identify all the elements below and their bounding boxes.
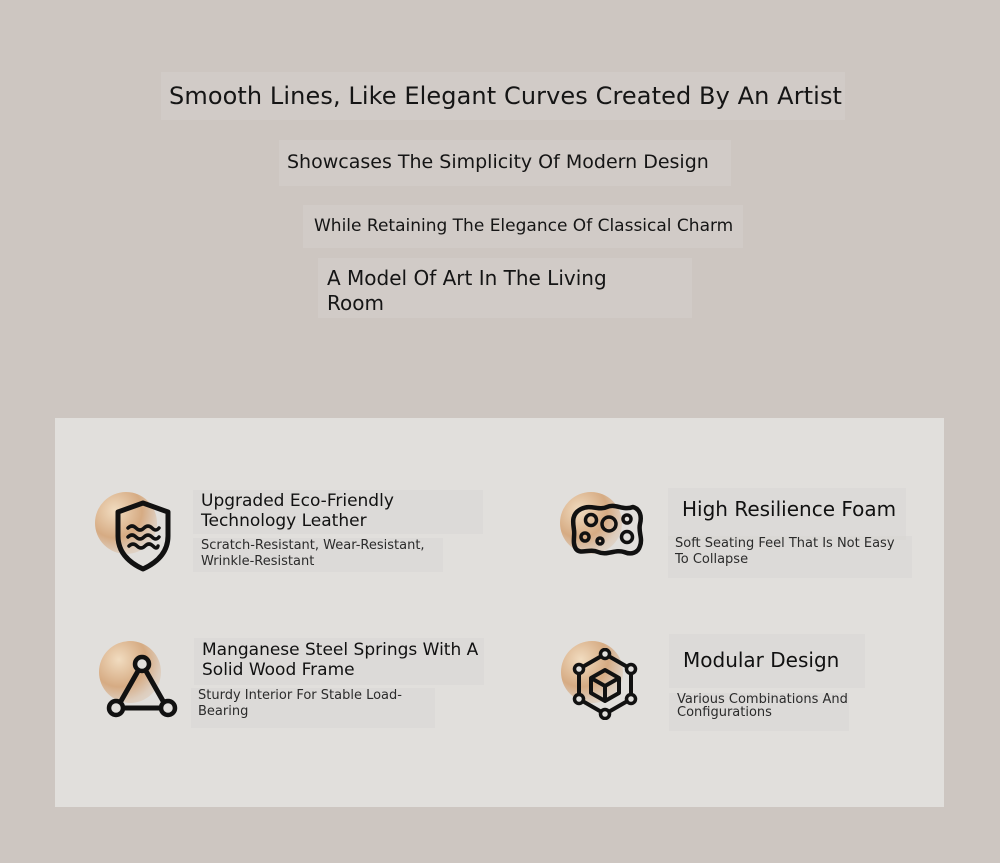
foam-sponge-icon — [560, 492, 656, 582]
modular-cube-icon — [561, 641, 657, 731]
heading-line-2: Showcases The Simplicity Of Modern Design — [279, 140, 731, 186]
feature-title: Manganese Steel Springs With A Solid Wood Frame — [194, 638, 484, 685]
feature-description: Sturdy Interior For Stable Load-Bearing — [191, 688, 435, 728]
feature-description: Various Combinations And Configurations — [669, 693, 849, 731]
feature-title: Modular Design — [669, 634, 865, 688]
feature-description: Soft Seating Feel That Is Not Easy To Collapse — [668, 536, 912, 578]
shield-waves-icon — [95, 492, 191, 582]
triangle-frame-icon — [99, 641, 195, 731]
heading-line-3: While Retaining The Elegance Of Classical Charm — [303, 205, 743, 248]
heading-line-4: A Model Of Art In The Living Room — [318, 258, 692, 318]
feature-title: Upgraded Eco-Friendly Technology Leather — [193, 490, 483, 534]
heading-line-1: Smooth Lines, Like Elegant Curves Created By An Artist — [161, 72, 845, 120]
feature-description: Scratch-Resistant, Wear-Resistant, Wrinkle-Resistant — [193, 538, 443, 572]
features-panel — [55, 418, 944, 807]
feature-title: High Resilience Foam — [668, 488, 906, 540]
